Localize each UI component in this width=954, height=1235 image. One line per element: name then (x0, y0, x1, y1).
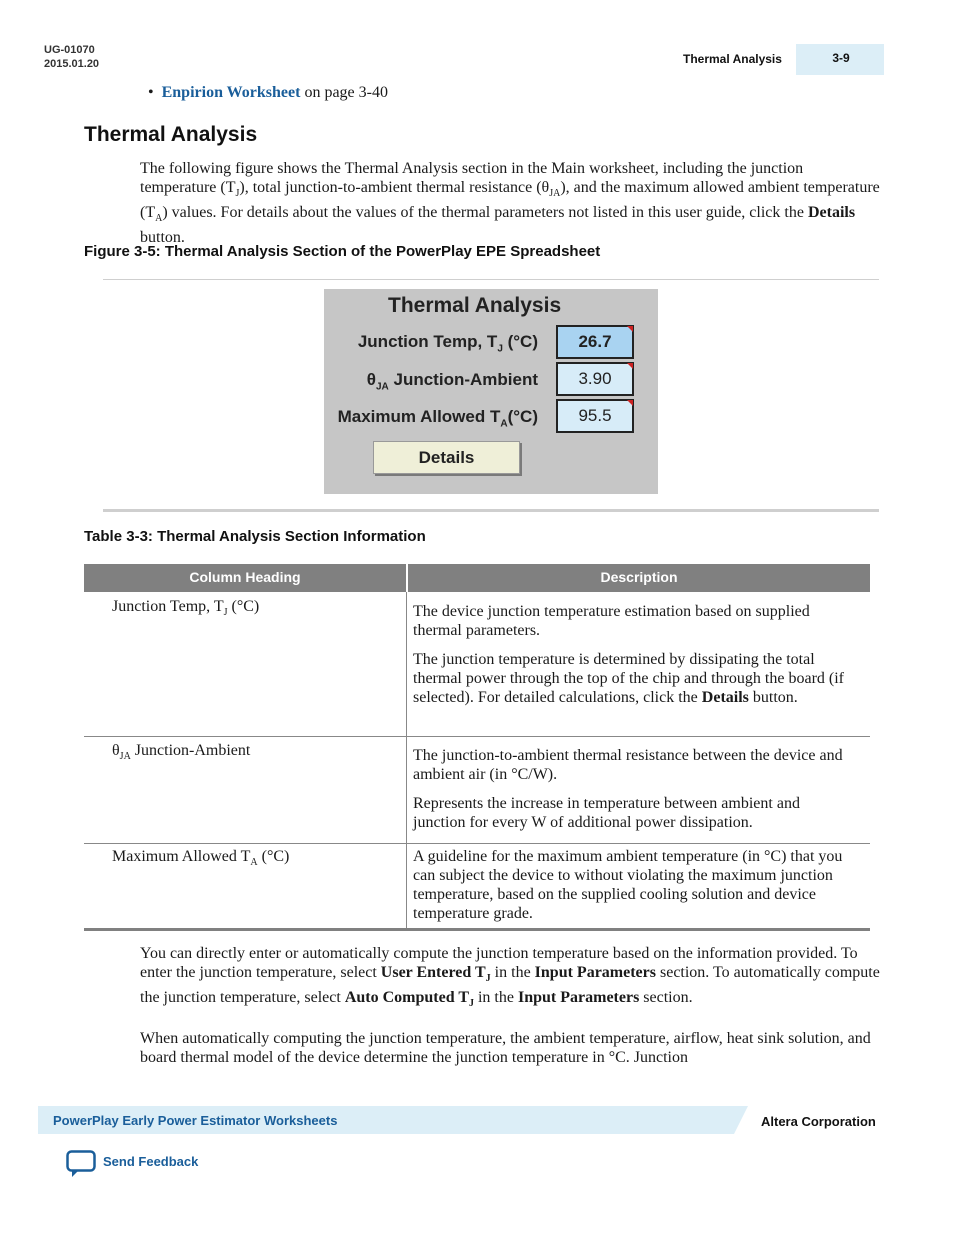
table-row-description: A guideline for the maximum ambient temperature (in °C) that you can subject the device to without violating the maximum junction temperature, based on the supplied cooling solution and device temperature grade. (413, 848, 843, 922)
thermal-analysis-panel (324, 289, 658, 494)
document-id: UG-01070 2015.01.20 (44, 44, 100, 70)
comment-marker-icon (627, 400, 633, 406)
figure-rule-top (103, 279, 879, 280)
footer-title: PowerPlay Early Power Estimator Worksheets (53, 1113, 338, 1128)
intro-paragraph: The following figure shows the Thermal Analysis section in the Main worksheet, including the junction temperature $(T_J)$, total junction-to-ambient thermal resistance $(\theta_{JA})$, and the maximum allowed ambient temperature $(T_A)$ values. For details about the values of the thermal parameters not listed in this user guide, click the Details button. (140, 160, 880, 247)
max-allowed-ta-label: Maximum Allowed $T_A(^\circ C)$ (337, 407, 538, 430)
theta-ja-label: $\theta_{JA}$ Junction-Ambient (366, 370, 538, 393)
enpirion-worksheet-link[interactable]: Enpirion Worksheet (161, 84, 301, 101)
description-header: Description (600, 569, 678, 585)
comment-marker-icon (627, 326, 633, 332)
junction-temp-value[interactable]: 26.7 (556, 325, 634, 359)
send-feedback-link[interactable]: Send Feedback (103, 1154, 199, 1169)
table-row-description: The device junction temperature estimation based on supplied thermal parameters. The junction temperature is determined by dissipating the total thermal power through the top of the chip and through the board (if selected). For detailed calculations, click the Details button. (413, 603, 844, 706)
figure-caption: Figure 3-5: Thermal Analysis Section of the PowerPlay EPE Spreadsheet (84, 243, 601, 260)
theta-ja-value[interactable]: 3.90 (556, 362, 634, 396)
related-link-item (148, 84, 388, 102)
max-allowed-ta-value[interactable]: 95.5 (556, 399, 634, 433)
table-row-heading: Maximum Allowed $T_A$ (°C) (112, 848, 290, 869)
page-number: 3-9 (832, 51, 850, 65)
row-divider (84, 736, 870, 737)
page-number-tab (796, 44, 884, 75)
table-row-description: The junction-to-ambient thermal resistance between the device and ambient air (in °C/W). Represents the increase in temperature between ambient and junction for every W of additional power dissipation. (413, 747, 843, 831)
auto-compute-paragraph: When automatically computing the junction temperature, the ambient temperature, airflow, heat sink solution, and board thermal model of the device determine the junction temperature in °C. Junction (140, 1030, 871, 1066)
junction-entry-paragraph: You can directly enter or automatically compute the junction temperature based on the information provided. To enter the junction temperature, select User Entered $T_J$ in the Input Parameters section. To automatically compute the junction temperature, select Auto Computed $T_J$ in the Input Parameters section. (140, 945, 880, 1010)
table-row-heading: Junction Temp, $T_J$ (°C) (112, 598, 260, 619)
panel-title: Thermal Analysis (388, 294, 562, 317)
column-divider (406, 592, 407, 929)
running-header-section: Thermal Analysis (683, 52, 782, 66)
row-divider (84, 843, 870, 844)
footer-company: Altera Corporation (761, 1114, 876, 1129)
table-caption: Table 3-3: Thermal Analysis Section Information (84, 528, 426, 545)
comment-marker-icon (627, 363, 633, 369)
table-bottom-rule (84, 928, 870, 931)
feedback-chat-icon[interactable] (66, 1150, 96, 1178)
table-header (84, 564, 870, 592)
column-heading-header: Column Heading (189, 569, 301, 585)
table-row-heading: $\theta_{JA}$ Junction-Ambient (112, 742, 251, 763)
junction-temp-label: Junction Temp, $T_J$ (°C) (357, 332, 538, 355)
details-button[interactable]: Details (373, 441, 520, 474)
link-page-ref: on page 3-40 (300, 84, 388, 101)
section-title: Thermal Analysis (84, 123, 258, 146)
figure-rule-bottom (103, 509, 879, 512)
bullet-icon: • (148, 84, 154, 101)
